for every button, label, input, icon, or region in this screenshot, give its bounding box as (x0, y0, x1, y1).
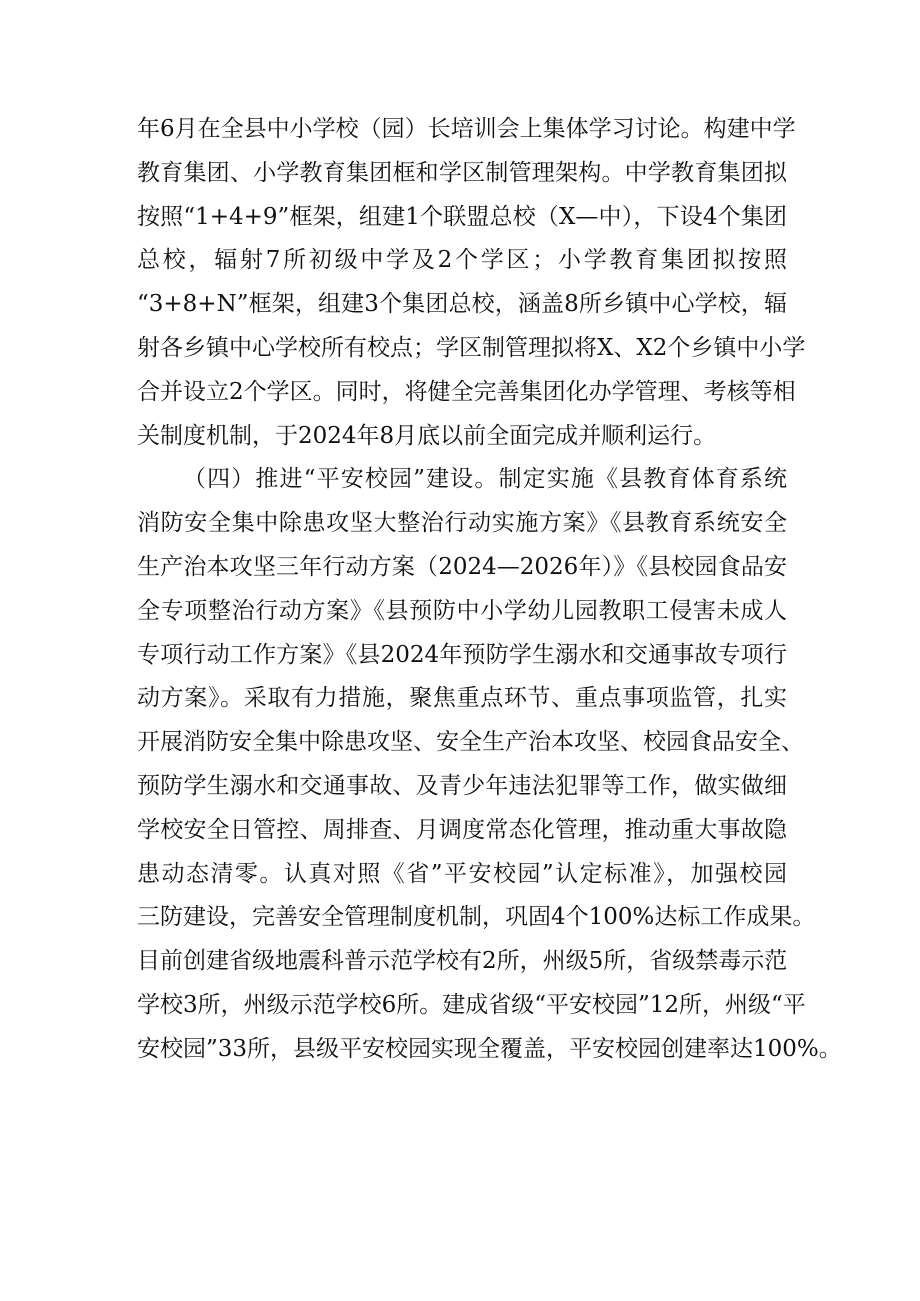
text-line: 开展消防安全集中除患攻坚、安全生产治本攻坚、校园食品安全、 (137, 729, 804, 756)
text-line: 年6月在全县中小学校（园）长培训会上集体学习讨论。构建中学 (137, 116, 796, 142)
text-line: 专项行动工作方案》《县2024年预防学生溺水和交通事故专项行 (137, 641, 787, 668)
text-line: 三防建设，完善安全管理制度机制，巩固4个100%达标工作成果。 (137, 904, 816, 931)
text-line: 目前创建省级地震科普示范学校有2所，州级5所，省级禁毒示范 (137, 948, 788, 975)
text-line: 按照“1+4+9”框架，组建1个联盟总校（X—中），下设4个集团 (137, 203, 787, 230)
text-line: 总校，辐射7所初级中学及2个学区；小学教育集团拟按照 (137, 247, 787, 274)
text-line: 预防学生溺水和交通事故、及青少年违法犯罪等工作，做实做细 (137, 772, 787, 799)
text-line: 安校园”33所，县级平安校园实现全覆盖，平安校园创建率达100%。 (137, 1035, 842, 1062)
text-line: 消防安全集中除患攻坚大整治行动实施方案》《县教育系统安全 (137, 510, 787, 537)
text-line: 关制度机制，于2024年8月底以前全面完成并顺利运行。 (137, 422, 717, 449)
text-line: “3+8+N”框架，组建3个集团总校，涵盖8所乡镇中心学校，辐 (137, 291, 787, 318)
text-line: 生产治本攻坚三年行动方案（2024—2026年）》《县校园食品安 (137, 553, 787, 580)
text-line: 全专项整治行动方案》《县预防中小学幼儿园教职工侵害未成人 (137, 597, 787, 624)
text-line: 患动态清零。认真对照《省”平安校园”认定标准》，加强校园 (137, 860, 787, 887)
text-line: 教育集团、小学教育集团框和学区制管理架构。中学教育集团拟 (137, 159, 787, 186)
section-heading-line: （四）推进“平安校园”建设。制定实施《县教育体育系统 (183, 466, 787, 493)
text-line: 射各乡镇中心学校所有校点；学区制管理拟将X、X2个乡镇中小学 (137, 334, 806, 361)
body-text (137, 108, 842, 1072)
text-line: 学校3所，州级示范学校6所。建成省级“平安校园”12所，州级“平 (137, 991, 806, 1018)
text-line: 学校安全日管控、周排查、月调度常态化管理，推动重大事故隐 (137, 816, 787, 843)
text-line: 合并设立2个学区。同时，将健全完善集团化办学管理、考核等相 (137, 378, 796, 405)
text-line: 动方案》。采取有力措施，聚焦重点环节、重点事项监管，扎实 (137, 685, 787, 712)
